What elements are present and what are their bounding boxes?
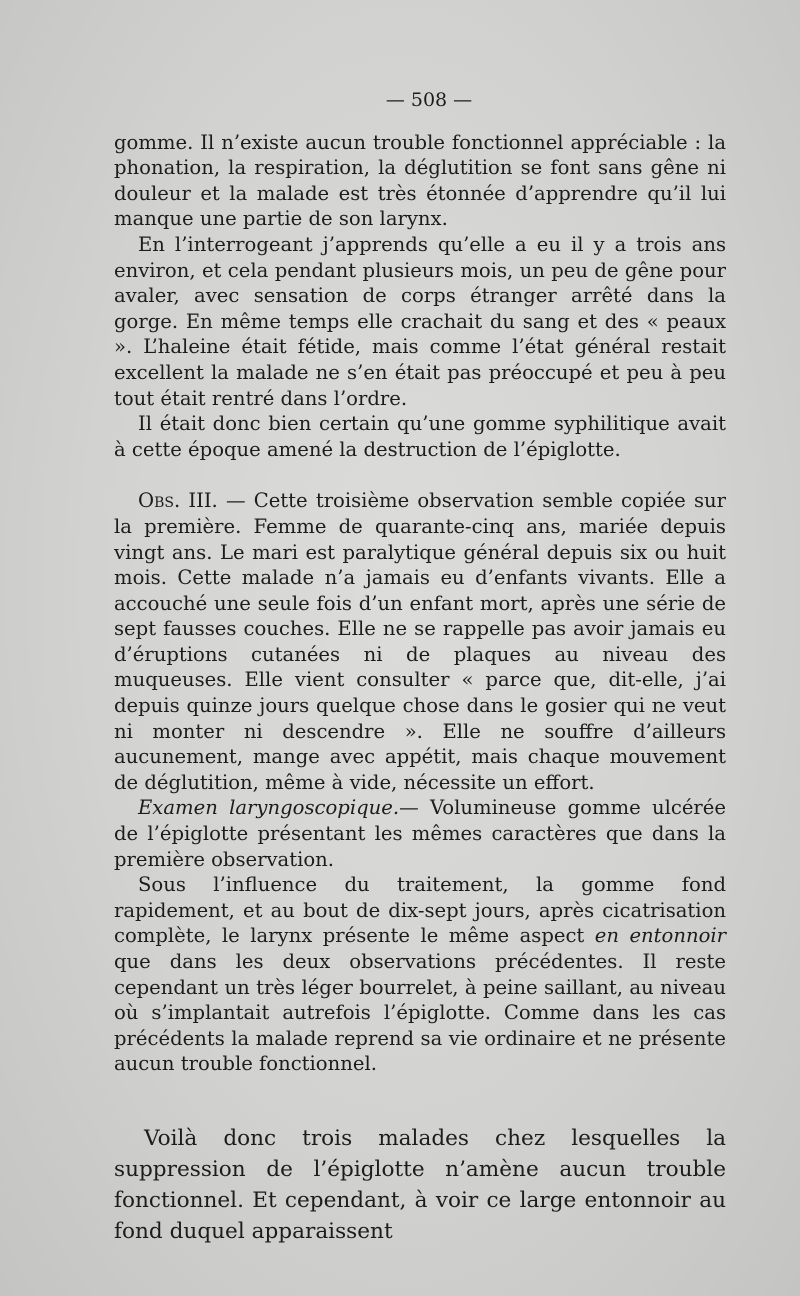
observation-text: — Cette troisième observation semble copiée sur la première. Femme de quarante-cinq ans, mariée depuis vingt ans. Le mari est paralytique général depuis six ou huit mois. Cette malade n’a jamais eu d’enfants vivants. Elle a accouché une seule fois d’un enfant mort, après une série de sept fausses couches. Elle ne se rappelle pas avoir jamais eu d’éruptions cutanées ni de plaques au niveau des muqueuses. Elle vient consulter « parce que, dit-elle, j’ai depuis quinze jours quelque chose dans le gosier qui ne veut ni monter ni descendre ». Elle ne souffre d’ailleurs aucunement, mange avec appétit, mais chaque mouvement de déglutition, même à vide, nécessite un effort. <box>114 489 726 794</box>
treatment-text-2: que dans les deux observations précédentes. Il reste cependant un très léger bourrelet, à peine saillant, au niveau où s’implantait autrefois l’épiglotte. Comme dans les cas précédents la malade reprend sa vie ordinaire et ne présente aucun trouble fonctionnel. <box>114 950 726 1076</box>
text-block <box>114 88 726 1247</box>
exam-label: Examen laryngoscopique. <box>138 796 400 820</box>
treatment-text-1: Sous l’influence du traitement, la gomme fond rapidement, et au bout de dix-sept jours, après cicatrisation complète, le larynx présente le même aspect <box>114 873 726 948</box>
observation-3-paragraph <box>114 488 726 795</box>
paragraph-3: Il était donc bien certain qu’une gomme syphilitique avait à cette époque amené la destruction de l’épiglotte. <box>114 412 726 461</box>
paragraph-2: En l’interrogeant j’apprends qu’elle a eu il y a trois ans environ, et cela pendant plusieurs mois, un peu de gêne pour avaler, avec sensation de corps étranger arrêté dans la gorge. En même temps elle crachait du sang et des « peaux ». L’haleine était fétide, mais comme l’état général restait excellent la malade ne s’en était pas préoccupé et peu à peu tout était rentré dans l’ordre. <box>114 232 726 410</box>
treatment-paragraph <box>114 872 726 1077</box>
exam-text: — Volumineuse gomme ulcérée de l’épiglotte présentant les mêmes caractères que dans la première observation. <box>114 796 726 871</box>
exam-paragraph <box>114 795 726 872</box>
observation-label: Obs. III. <box>138 489 218 513</box>
page-number: — 508 — <box>385 89 473 111</box>
final-paragraph: Voilà donc trois malades chez lesquelles la suppression de l’épiglotte n’amène aucun trouble fonctionnel. Et cependant, à voir ce large entonnoir au fond duquel apparaissent <box>114 1125 726 1244</box>
treatment-emphasis: en entonnoir <box>594 924 726 948</box>
paragraph-1: gomme. Il n’existe aucun trouble fonctionnel appréciable : la phonation, la respiration, la déglutition se font sans gêne ni douleur et la malade est très étonnée d’apprendre qu’il lui manque une partie de son larynx. <box>114 130 726 231</box>
